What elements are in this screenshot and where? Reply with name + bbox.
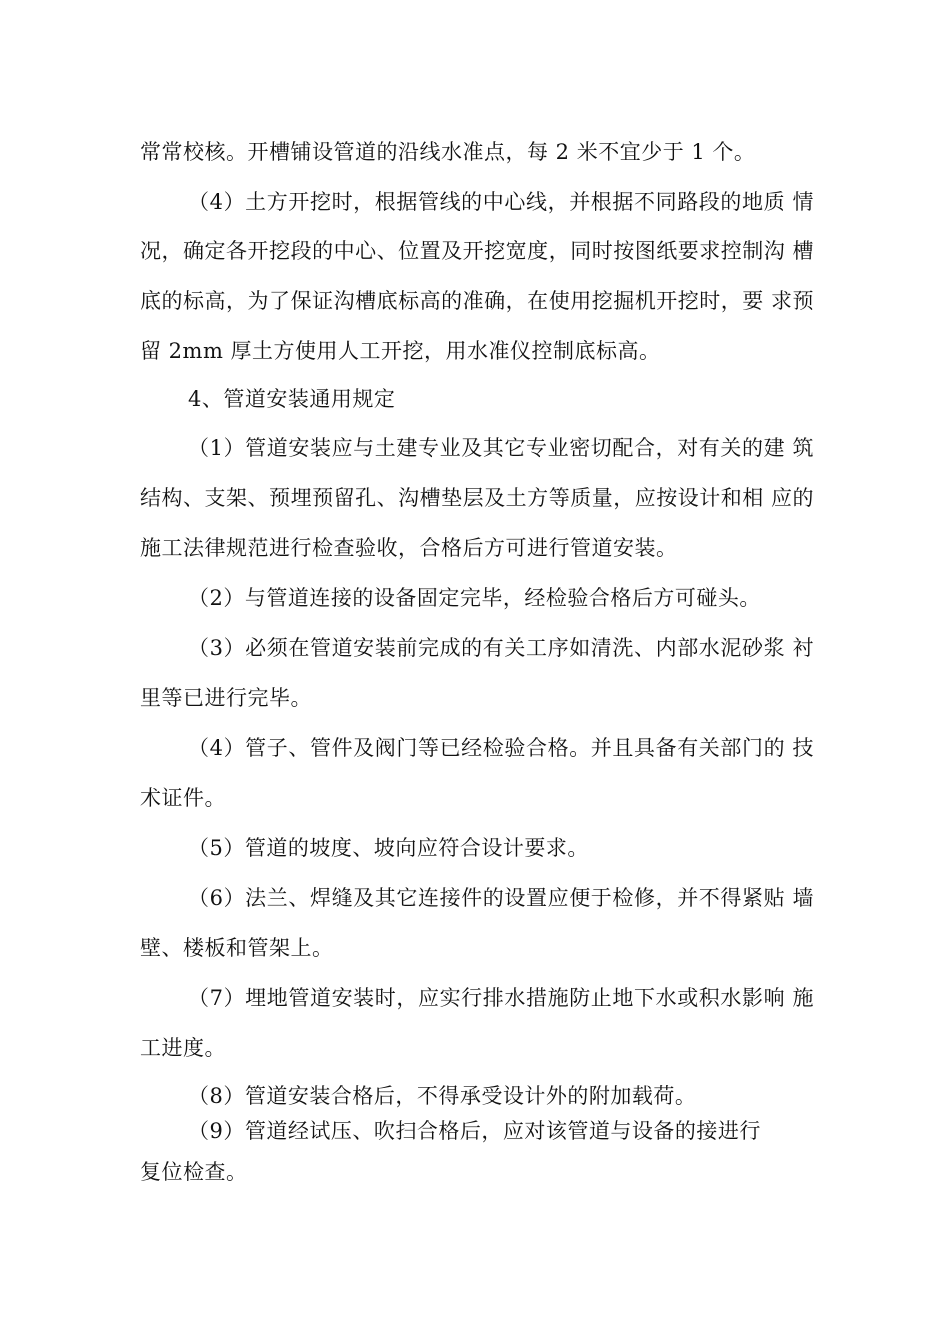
text-line: 工进度。 [140,1036,226,1060]
text-line: （7）埋地管道安装时，应实行排水措施防止地下水或积水影响 施 [188,986,814,1010]
text-line: （3）必须在管道安装前完成的有关工序如清洗、内部水泥砂浆 衬 [188,636,814,660]
text-line: 复位检查。 [140,1160,248,1184]
text-line: （9）管道经试压、吹扫合格后，应对该管道与设备的接进行 [188,1119,761,1143]
text-line: （8）管道安装合格后，不得承受设计外的附加载荷。 [188,1084,697,1108]
text-line: 施工法律规范进行检查验收，合格后方可进行管道安装。 [140,536,678,560]
text-line: （2）与管道连接的设备固定完毕，经检验合格后方可碰头。 [188,586,761,610]
text-line: （6）法兰、焊缝及其它连接件的设置应便于检修，并不得紧贴 墙 [188,886,814,910]
text-line: 壁、楼板和管架上。 [140,936,334,960]
text-line: 结构、支架、预埋预留孔、沟槽垫层及土方等质量，应按设计和相 应的 [140,486,814,510]
text-line: 底的标高，为了保证沟槽底标高的准确，在使用挖掘机开挖时，要 求预 [140,289,814,313]
text-line: （5）管道的坡度、坡向应符合设计要求。 [188,836,589,860]
text-line: （1）管道安装应与土建专业及其它专业密切配合，对有关的建 筑 [188,436,814,460]
text-line: 里等已进行完毕。 [140,686,312,710]
section-heading: 4、管道安装通用规定 [188,387,396,411]
text-line: （4）土方开挖时，根据管线的中心线，并根据不同路段的地质 情 [188,190,814,214]
text-line: 留 2mm 厚土方使用人工开挖，用水准仪控制底标高。 [140,339,661,363]
text-line: 常常校核。开槽铺设管道的沿线水准点，每 2 米不宜少于 1 个。 [140,140,756,164]
text-line: 况，确定各开挖段的中心、位置及开挖宽度，同时按图纸要求控制沟 槽 [140,239,814,263]
text-line: 术证件。 [140,786,226,810]
text-line: （4）管子、管件及阀门等已经检验合格。并且具备有关部门的 技 [188,736,814,760]
